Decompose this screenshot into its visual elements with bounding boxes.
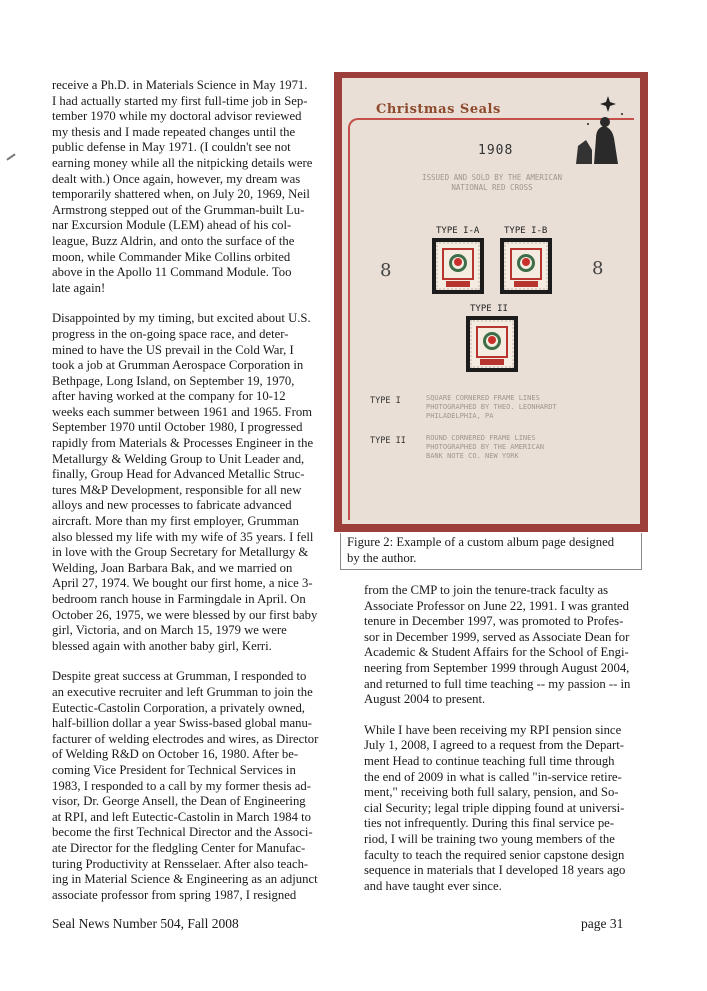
paragraph: receive a Ph.D. in Materials Science in May 1971. I had actually started my first full-time job in Sep- tember 1970 while my doctoral advisor reviewed my thesis and I made repeated changes until the public defense in May 1971. (I couldn't see not earning money while all the nitpicking details were dealt with.) Once again, however, my dream was temporarily shattered when, on July 20, 1969, Neil Armstrong stepped out of the Grumman-built Lu- nar Excursion Module (LEM) ahead of his col- league, Buzz Aldrin, and onto the surface of the moon, while Commander Mike Collins orbited above in the Apollo 11 Command Module. Too late again! bbox=[52, 78, 313, 295]
stamp-label: TYPE II bbox=[470, 304, 508, 314]
issued-note: ISSUED AND SOLD BY THE AMERICAN NATIONAL RED CROSS bbox=[422, 173, 562, 192]
stamp-label: TYPE I-A bbox=[436, 226, 480, 236]
album-year: 1908 bbox=[478, 143, 514, 158]
stamp-type-1b bbox=[500, 238, 552, 294]
scan-mark bbox=[6, 153, 15, 160]
type-name: TYPE I bbox=[370, 396, 401, 406]
album-title: Christmas Seals bbox=[376, 102, 501, 117]
stamp-type-1a bbox=[432, 238, 484, 294]
stamp-label: TYPE I-B bbox=[504, 226, 548, 236]
margin-mark-left: 8 bbox=[380, 260, 392, 281]
figure-caption: Figure 2: Example of a custom album page designed by the author. bbox=[340, 533, 642, 570]
figure-image bbox=[334, 72, 648, 532]
type-name: TYPE II bbox=[370, 436, 406, 446]
paragraph: Despite great success at Grumman, I responded to an executive recruiter and left Grumman to join the Eutectic-Castolin Corporation, a privately owned, half-billion dollar a year Swiss-based global manu- facturer of welding electrodes and wires, as Director of Welding R&D on October 16, 1980. After be- coming Vice President for Technical Services in 1983, I responded to a call by my former thesis ad- visor, Dr. George Ansell, the Dean of Engineering at RPI, and left Eutectic-Castolin in March 1984 to become the first Technical Director and the Associ- ate Director for the fledgling Center for Manufac- turing Productivity at Rensselaer. After also teach- ing in Material Science & Engineering as an adjunct associate professor from spring 1987, I resigned bbox=[52, 669, 319, 902]
page-number: page 31 bbox=[581, 916, 624, 931]
stamp-type-2 bbox=[466, 316, 518, 372]
paragraph: While I have been receiving my RPI pension since July 1, 2008, I agreed to a request from the Depart- ment Head to continue teaching full time through the end of 2009 in what is called "in-service retire- ment," receiving both full salary, pension, and So- cial Security; legal triple dipping found at universi- ties not infrequently. During this final service pe- riod, I will be training two young members of the faculty to teach the required senior capstone design sequence in materials that I developed 18 years ago and have taught ever since. bbox=[364, 722, 626, 893]
type-description: ROUND CORNERED FRAME LINES PHOTOGRAPHED BY THE AMERICAN BANK NOTE CO. NEW YORK bbox=[426, 434, 545, 460]
santa-silhouette-icon bbox=[574, 94, 632, 164]
footer-publication: Seal News Number 504, Fall 2008 bbox=[52, 916, 239, 931]
margin-mark-right: 8 bbox=[592, 258, 604, 279]
paragraph: Disappointed by my timing, but excited about U.S. progress in the on-going space race, and deter- mined to have the US prevail in the Cold War, I took a job at Grumman Aerospace Corporation in Bethpage, Long Island, on September 19, 1970, after having worked at the company for 10-12 weeks each summer between 1961 and 1965. From September 1970 until October 1980, I progressed rapidly from Materials & Processes Engineer in the Metallurgy & Welding Group to Unit Leader and, finally, Group Head for Advanced Metallic Struc- tures M&P Development, responsible for all new alloys and new processes to fabricate advanced aircraft. More than my first employer, Grumman also blessed my life with my wife of 35 years. I fell in love with the Group Secretary for Metallurgy & Welding, Joan Barbara Bak, and we married on April 27, 1974. We bought our first home, a nice 3- bedroom ranch house in Farmingdale in April. On October 26, 1975, we were blessed by our first baby girl, Victoria, and on March 15, 1979 we were blessed again with another baby girl, Kerri. bbox=[52, 311, 318, 653]
left-column bbox=[52, 78, 327, 918]
paragraph: from the CMP to join the tenure-track faculty as Associate Professor on June 22, 1991. I was granted tenure in December 1997, was promoted to Profes- sor in December 1999, served as Associate Dean for Academic & Student Affairs for the School of Engi- neering from September 1999 through August 2004, and returned to full time teaching -- my passion -- in August 2004 to present. bbox=[364, 583, 631, 707]
right-column bbox=[364, 583, 642, 909]
type-description: SQUARE CORNERED FRAME LINES PHOTOGRAPHED BY THEO. LEONHARDT PHILADELPHIA, PA bbox=[426, 394, 557, 420]
album-page bbox=[342, 78, 640, 524]
